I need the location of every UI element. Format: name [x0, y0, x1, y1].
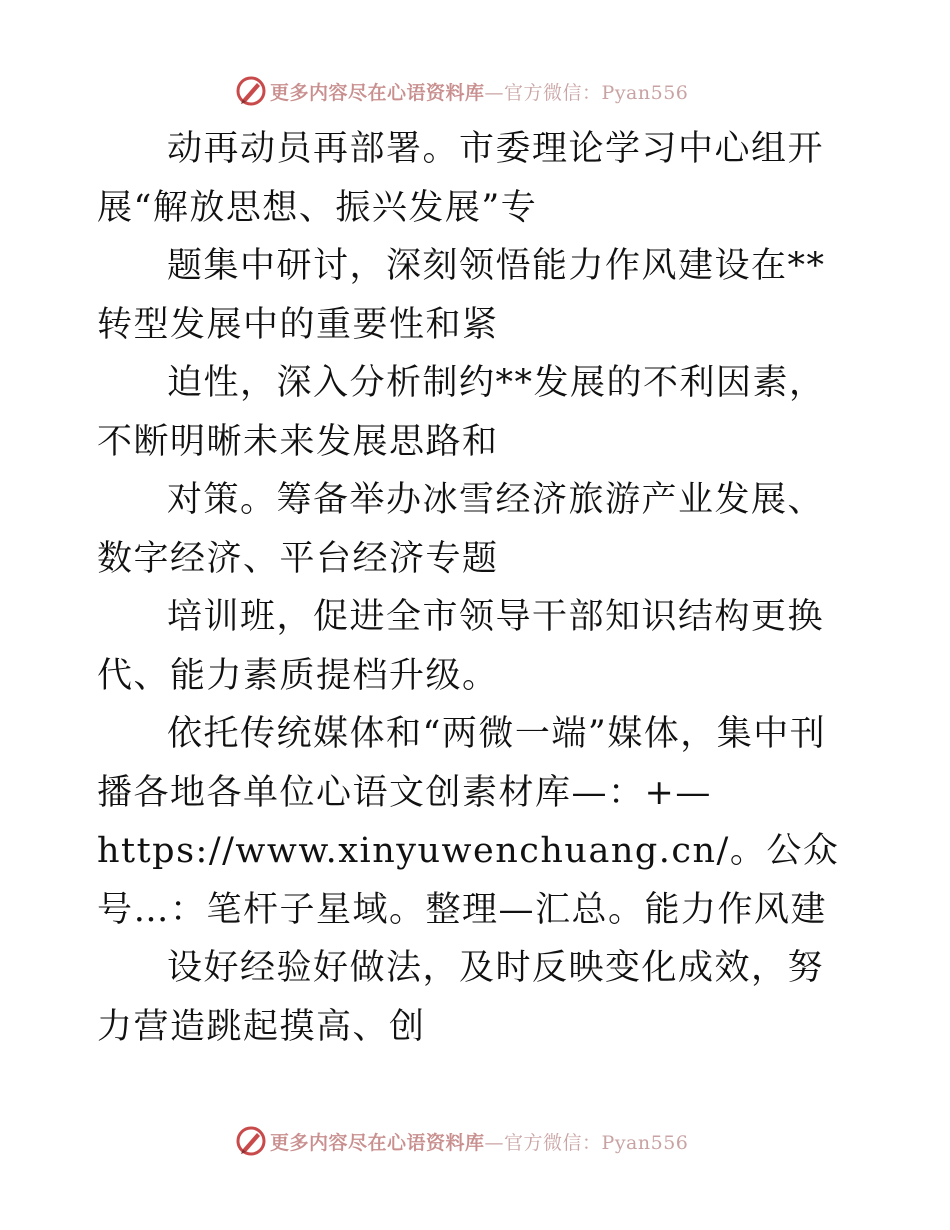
paragraph-1	[97, 120, 857, 237]
footer-watermark-wechat: 官方微信：	[504, 1131, 602, 1154]
paragraph-1-text: 动再动员再部署。市委理论学习中心组开展“解放思想、振兴发展”专	[97, 129, 825, 228]
header-watermark	[0, 68, 950, 114]
header-watermark-text	[270, 78, 688, 105]
pen-logo-icon	[234, 1124, 268, 1158]
footer-watermark-dash: —	[484, 1131, 505, 1154]
footer-watermark-text	[270, 1128, 688, 1155]
paragraph-6	[97, 705, 857, 939]
footer-watermark-id: Pyan556	[601, 1131, 689, 1154]
paragraph-7-text: 设好经验好做法，及时反映变化成效，努力营造跳起摸高、创	[97, 948, 825, 1047]
header-watermark-id: Pyan556	[601, 81, 689, 104]
header-watermark-main: 更多内容尽在心语资料库	[270, 81, 485, 104]
footer-watermark-main: 更多内容尽在心语资料库	[270, 1131, 485, 1154]
document-body	[97, 120, 857, 1056]
footer-watermark	[0, 1118, 950, 1164]
paragraph-2-text: 题集中研讨，深刻领悟能力作风建设在**转型发展中的重要性和紧	[97, 246, 826, 345]
paragraph-7	[97, 939, 857, 1056]
paragraph-3-text: 迫性，深入分析制约**发展的不利因素，不断明晰未来发展思路和	[97, 363, 826, 462]
footer-watermark-inner	[234, 1118, 688, 1164]
pen-logo-icon	[234, 74, 268, 108]
paragraph-6-text: 依托传统媒体和“两微一端”媒体，集中刊播各地各单位心语文创素材库—：+—https://www.xinyuwenchuang.cn/。公众号…：笔杆子星域。整理—汇总。能力作风建	[97, 714, 840, 930]
paragraph-3	[97, 354, 857, 471]
header-watermark-wechat: 官方微信：	[504, 81, 602, 104]
paragraph-2	[97, 237, 857, 354]
paragraph-4-text: 对策。筹备举办冰雪经济旅游产业发展、数字经济、平台经济专题	[97, 480, 825, 579]
paragraph-4	[97, 471, 857, 588]
header-watermark-dash: —	[484, 81, 505, 104]
paragraph-5-text: 培训班，促进全市领导干部知识结构更换代、能力素质提档升级。	[97, 597, 825, 696]
header-watermark-inner	[234, 68, 688, 114]
paragraph-5	[97, 588, 857, 705]
